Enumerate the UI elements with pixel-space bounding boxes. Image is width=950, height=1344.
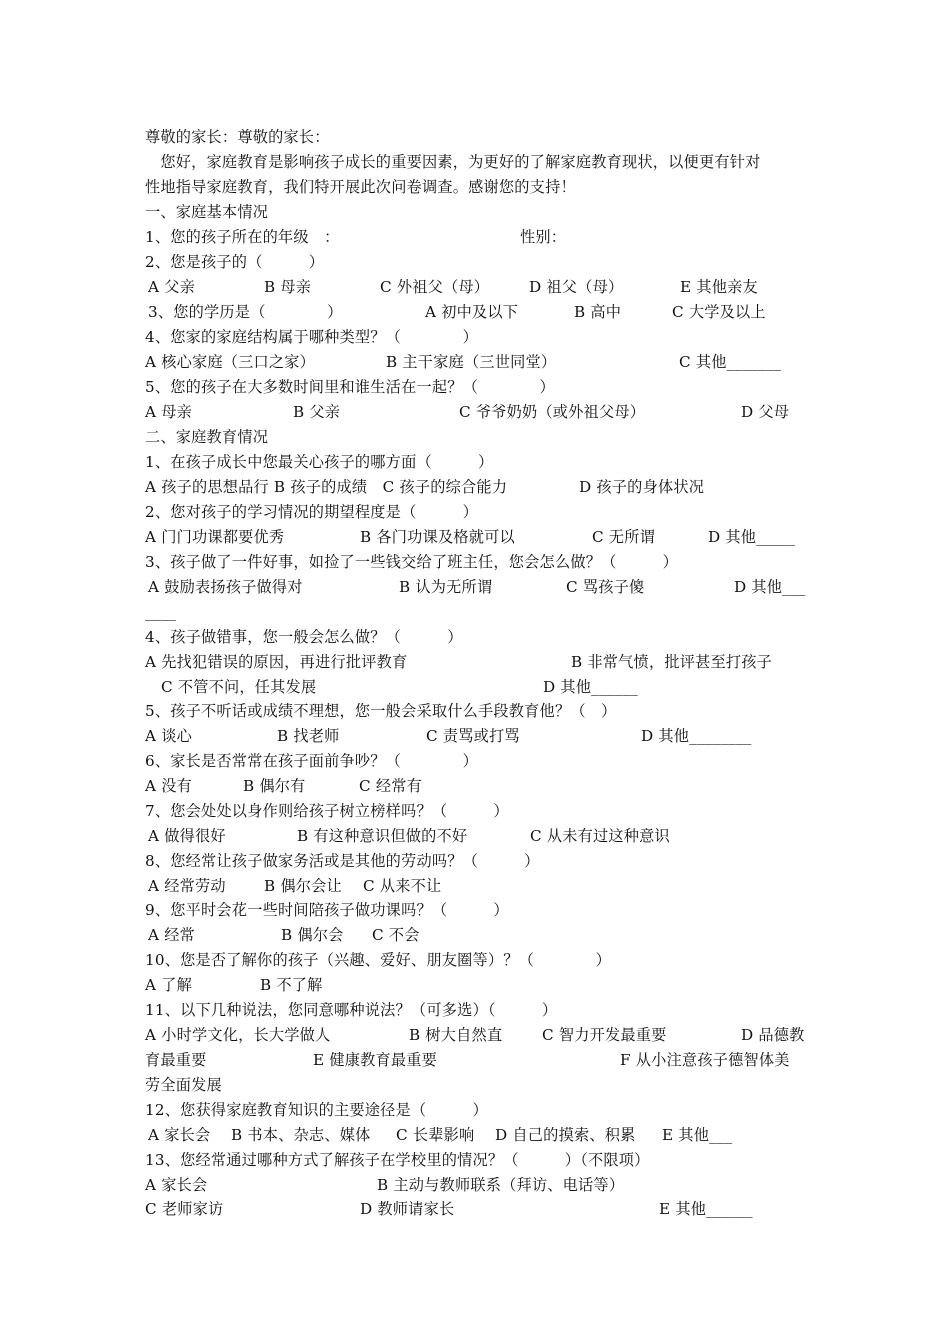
option: A 做得很好	[148, 827, 226, 845]
option: A 核心家庭（三口之家）	[145, 353, 316, 371]
option: A 谈心	[145, 727, 192, 745]
question-2-4: 4、孩子做错事，您一般会怎么做？（ ）	[145, 628, 463, 646]
option: D 孩子的身体状况	[579, 478, 705, 496]
question-2-11: 11、以下几种说法，您同意哪种说法？（可多选）（ ）	[145, 1001, 558, 1019]
option: E 其他___	[662, 1126, 733, 1144]
option: B 找老师	[277, 727, 340, 745]
option: C 从未有过这种意识	[530, 827, 670, 845]
option: D 其他___	[734, 578, 806, 596]
greeting: 尊敬的家长：尊敬的家长：	[145, 128, 330, 146]
option: C 骂孩子傻	[566, 578, 645, 596]
question-2-13: 13、您经常通过哪种方式了解孩子在学校里的情况？（ ）（不限项）	[145, 1151, 650, 1169]
option: B 偶尔会	[281, 926, 344, 944]
option: D 教师请家长	[360, 1200, 455, 1218]
option: B 偶尔会让	[264, 877, 342, 895]
option: A 经常劳动	[148, 877, 226, 895]
option: B 不了解	[260, 976, 323, 994]
option: E 健康教育最重要	[313, 1051, 438, 1069]
question-2-1: 1、在孩子成长中您最关心孩子的哪方面（ ）	[145, 453, 494, 471]
question-2-6: 6、家长是否常常在孩子面前争吵？（ ）	[145, 752, 479, 770]
option: C 不会	[372, 926, 420, 944]
option: B 书本、杂志、媒体	[231, 1126, 371, 1144]
option: B 高中	[574, 303, 622, 321]
question-1-2: 2、您是孩子的（ ）	[145, 253, 325, 271]
option: C 老师家访	[145, 1200, 224, 1218]
option: A 没有	[145, 777, 192, 795]
intro-line-1: 您好，家庭教育是影响孩子成长的重要因素，为更好的了解家庭教育现状，以便更有针对	[145, 153, 761, 171]
option: C 无所谓	[592, 528, 656, 546]
option: C 爷爷奶奶（或外祖父母）	[459, 403, 646, 421]
question-2-3: 3、孩子做了一件好事，如捡了一些钱交给了班主任，您会怎么做？（ ）	[145, 553, 679, 571]
options-2-11-c: 劳全面发展	[145, 1076, 222, 1094]
option: C 从来不让	[363, 877, 442, 895]
section-heading-2: 二、家庭教育情况	[145, 428, 269, 446]
option: C 大学及以上	[672, 303, 766, 321]
question-2-2: 2、您对孩子的学习情况的期望程度是（ ）	[145, 503, 479, 521]
question-2-5: 5、孩子不听话或成绩不理想，您一般会采取什么手段教育他？（ ）	[145, 702, 617, 720]
option: B 有这种意识但做的不好	[297, 827, 468, 845]
option: C 智力开发最重要	[542, 1026, 667, 1044]
option: D 其他______	[543, 678, 638, 696]
option: D 其他________	[641, 727, 752, 745]
option: E 其他亲友	[680, 278, 758, 296]
option: D 祖父（母）	[529, 278, 624, 296]
option: B 树大自然直	[409, 1026, 503, 1044]
option: A 小时学文化，长大学做人	[145, 1026, 331, 1044]
option: C 长辈影响	[396, 1126, 475, 1144]
question-1-4: 4、您家的家庭结构属于哪种类型？（ ）	[145, 328, 479, 346]
question-2-12: 12、您获得家庭教育知识的主要途径是（ ）	[145, 1101, 488, 1119]
option: A 鼓励表扬孩子做得对	[148, 578, 303, 596]
option: B 偶尔有	[243, 777, 306, 795]
option: A 孩子的思想品行 B 孩子的成绩 C 孩子的综合能力	[145, 478, 508, 496]
option: B 主干家庭（三世同堂）	[386, 353, 557, 371]
question-2-9: 9、您平时会花一些时间陪孩子做功课吗？（ ）	[145, 901, 509, 919]
option: F 从小注意孩子德智体美	[620, 1051, 790, 1069]
question-text: 1、您的孩子所在的年级 ：	[145, 228, 340, 246]
option: A 父亲	[148, 278, 195, 296]
option: A 家长会	[145, 1176, 208, 1194]
option: C 外祖父（母）	[380, 278, 490, 296]
option: C 不管不问，任其发展	[161, 678, 317, 696]
option: B 主动与教师联系（拜访、电话等）	[377, 1176, 625, 1194]
question-2-7: 7、您会处处以身作则给孩子树立榜样吗？（ ）	[145, 802, 509, 820]
option: C 责骂或打骂	[426, 727, 520, 745]
option: D 父母	[741, 403, 790, 421]
option: D 其他_____	[708, 528, 796, 546]
question-text: 性别：	[520, 228, 567, 246]
option: D 品德教	[741, 1026, 805, 1044]
option: B 各门功课及格就可以	[360, 528, 515, 546]
option: B 父亲	[293, 403, 341, 421]
question-2-8: 8、您经常让孩子做家务活或是其他的劳动吗？（ ）	[145, 852, 540, 870]
option: 育最重要	[145, 1051, 207, 1069]
option: B 母亲	[264, 278, 312, 296]
option: B 认为无所谓	[399, 578, 493, 596]
option: B 非常气愤，批评甚至打孩子	[571, 653, 773, 671]
option: A 经常	[148, 926, 195, 944]
option: A 门门功课都要优秀	[145, 528, 285, 546]
option: A 家长会	[148, 1126, 211, 1144]
option: C 经常有	[359, 777, 423, 795]
question-2-10: 10、您是否了解你的孩子（兴趣、爱好、朋友圈等）？（ ）	[145, 951, 611, 969]
option: A 先找犯错误的原因，再进行批评教育	[145, 653, 408, 671]
section-heading-1: 一、家庭基本情况	[145, 203, 269, 221]
option: D 自己的摸索、积累	[495, 1126, 636, 1144]
answer-blank: ____	[145, 603, 177, 621]
option: C 其他_______	[679, 353, 782, 371]
question-1-5: 5、您的孩子在大多数时间里和谁生活在一起？（ ）	[145, 378, 555, 396]
question-text: 3、您的学历是（ ）	[148, 303, 343, 321]
option: A 母亲	[145, 403, 192, 421]
option: A 初中及以下	[425, 303, 519, 321]
option: A 了解	[145, 976, 192, 994]
intro-line-2: 性地指导家庭教育，我们特开展此次问卷调查。感谢您的支持！	[145, 178, 576, 196]
option: E 其他______	[659, 1200, 753, 1218]
